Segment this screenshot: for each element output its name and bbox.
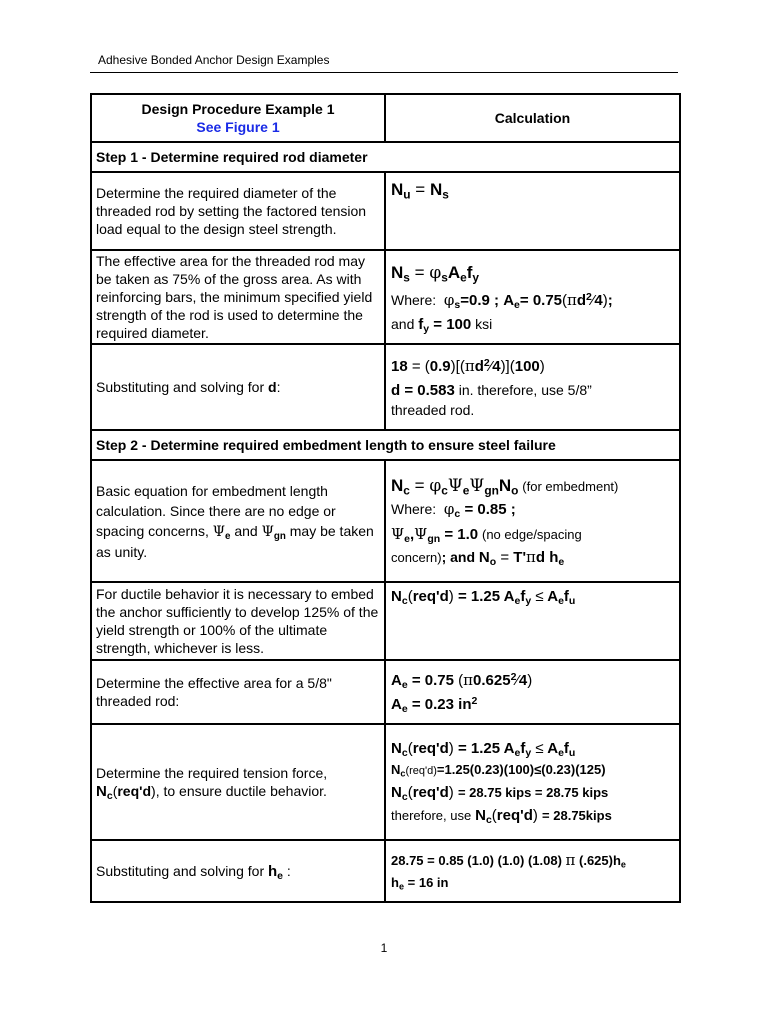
page-number: 1 bbox=[380, 941, 388, 955]
step2-row5-text: Substituting and solving for $h_e$ : bbox=[91, 840, 385, 902]
ductile-equation: $N_c(req'd) = 1.25$ $A_ef_y \le A_ef_u$ bbox=[391, 588, 576, 608]
nc-equation: $N_c = \varphi_c\Psi_e\Psi_{gn}N_o$ (for embedment) bbox=[391, 475, 619, 498]
no-line: concern); and $N_o = T'\pi d$ $h_e$ bbox=[391, 547, 565, 568]
step2-row5-calc bbox=[385, 840, 680, 902]
psi-line: $\Psi_e,\Psi_{gn} = 1.0$ (no edge/spacing bbox=[391, 524, 582, 545]
table-row bbox=[91, 172, 680, 250]
step1-row1-calc bbox=[385, 172, 680, 250]
calculation-column-header: Calculation bbox=[385, 94, 680, 142]
ns-equation: $N_s = \varphi_sA_ef_y$ bbox=[391, 262, 480, 285]
step2-row1-text: Basic equation for embedment length calculation. Since there are no edge or spacing concerns, $\Psi_e$ and $\Psi_{gn}$ may be taken as unity. bbox=[91, 460, 385, 582]
document-header: Adhesive Bonded Anchor Design Examples bbox=[98, 53, 330, 67]
table-row bbox=[91, 660, 680, 724]
where-line: Where: $\varphi_s=0.9$ ; $A_e=$ $0.75(\pi d^2⁄4)$; bbox=[391, 290, 613, 311]
step1-row3-text: Substituting and solving for d: bbox=[91, 344, 385, 430]
diameter-result: d = 0.583 in. therefore, use 5/8” bbox=[391, 381, 592, 399]
embedment-result: $h_e = 16$ in bbox=[391, 874, 449, 892]
step2-row2-text: For ductile behavior it is necessary to embed the anchor sufficiently to develop 125% of the yield strength or 100% of the ultimate strength, whichever is less. bbox=[91, 582, 385, 660]
step2-row4-calc bbox=[385, 724, 680, 840]
threaded-rod-note: threaded rod. bbox=[391, 401, 475, 418]
step2-row bbox=[91, 430, 680, 460]
header-divider bbox=[90, 72, 678, 73]
nu-equals-ns-equation: $N_u = N_s$ bbox=[391, 180, 449, 202]
step2-title: Step 2 - Determine required embedment length to ensure steel failure bbox=[91, 430, 680, 460]
table-row bbox=[91, 460, 680, 582]
required-force-result: $N_c(req'd) = 28.75$ kips = 28.75 kips bbox=[391, 783, 609, 803]
phi-c-line: Where: $\varphi_c = 0.85$ ; bbox=[391, 499, 516, 520]
table-row bbox=[91, 582, 680, 660]
required-force-equation: $N_c(req'd) = 1.25$ $A_ef_y \le A_ef_u$ bbox=[391, 739, 576, 759]
see-figure-link[interactable]: See Figure 1 bbox=[196, 119, 280, 135]
step2-row4-text: Determine the required tension force, $N_c(req'd)$, to ensure ductile behavior. bbox=[91, 724, 385, 840]
step1-row2-calc bbox=[385, 250, 680, 344]
fy-line: and $f_y = 100$ ksi bbox=[391, 315, 493, 335]
step2-row2-calc bbox=[385, 582, 680, 660]
effective-area-equation: $A_e = 0.75$ (π0.625$^2$⁄4) bbox=[391, 670, 533, 691]
therefore-line: therefore, use $N_c(req'd)$ = 28.75kips bbox=[391, 806, 612, 826]
effective-area-result: $A_e = 0.23$ $in^2$ bbox=[391, 694, 478, 715]
embedment-equation: 28.75 = 0.85 (1.0) (1.0) (1.08) π $(.625)h_e$ bbox=[391, 850, 626, 870]
procedure-title: Design Procedure Example 1 bbox=[141, 101, 335, 117]
step1-row bbox=[91, 142, 680, 172]
step2-row1-calc bbox=[385, 460, 680, 582]
table-row bbox=[91, 724, 680, 840]
step1-row1-text: Determine the required diameter of the threaded rod by setting the factored tension load equal to the design steel strength. bbox=[91, 172, 385, 250]
table-row bbox=[91, 250, 680, 344]
step1-title: Step 1 - Determine required rod diameter bbox=[91, 142, 680, 172]
substitution-equation: $18 = (0.9)[(\pi d^2⁄4)](100)$ bbox=[391, 356, 545, 375]
procedure-column-header bbox=[91, 94, 385, 142]
table-header-row bbox=[91, 94, 680, 142]
table-row bbox=[91, 840, 680, 902]
step2-row3-text: Determine the effective area for a 5/8" threaded rod: bbox=[91, 660, 385, 724]
step1-row2-text: The effective area for the threaded rod may be taken as 75% of the gross area. As with reinforcing bars, the minimum specified yield strength of the rod is used to determine the required diameter. bbox=[91, 250, 385, 344]
step2-row3-calc bbox=[385, 660, 680, 724]
table-row bbox=[91, 344, 680, 430]
design-procedure-table bbox=[90, 93, 681, 903]
required-force-substitution: $N_c(req'd)=1.25(0.23)(100)\le(0.23)(125)$ bbox=[391, 761, 606, 779]
step1-row3-calc bbox=[385, 344, 680, 430]
